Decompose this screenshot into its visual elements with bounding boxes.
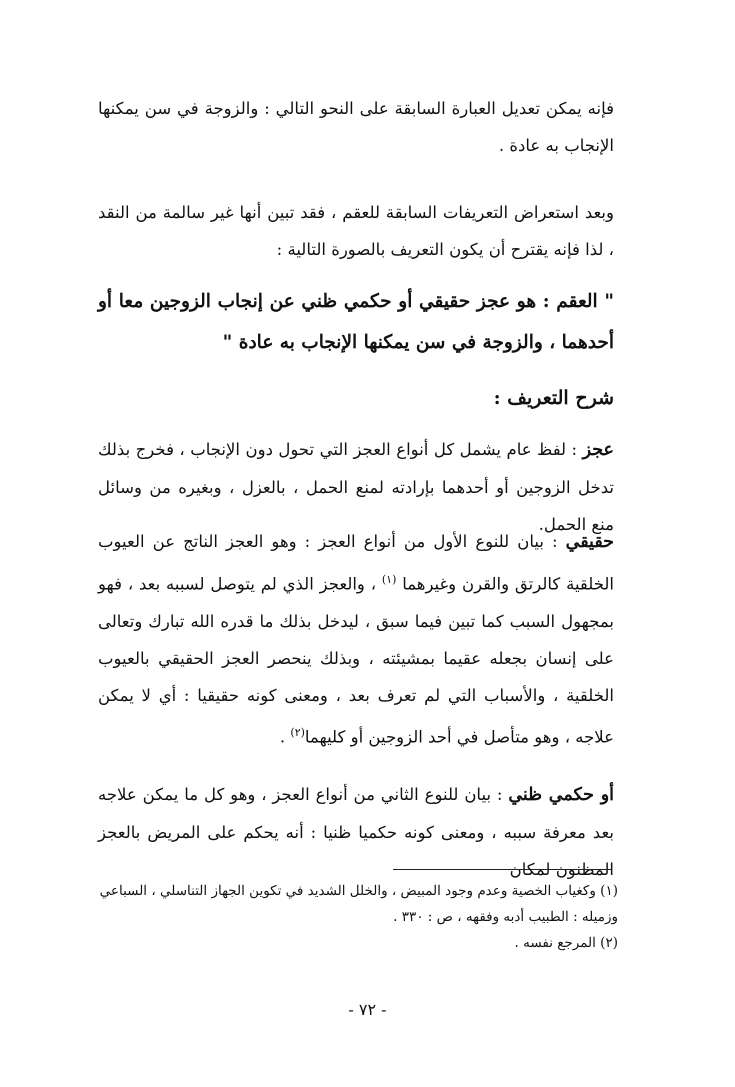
footnote-ref-2: (٢) (290, 725, 305, 739)
footnotes (98, 878, 618, 956)
footnote-1: (١) وكغياب الخصية وعدم وجود المبيض ، والخلل الشديد في تكوين الجهاز التناسلي ، السباعي وزميله : الطبيب أدبه وفقهه ، ص : ٣٣٠ . (99, 883, 618, 925)
paragraph-haqiqi-text: : بيان للنوع الأول من أنواع العجز : وهو العجز الناتج عن العيوب الخلقية كالرتق والقرن وغيرهما (98, 532, 614, 594)
section-heading (98, 380, 614, 417)
term-hukmi: أو حكمي ظني (508, 785, 615, 805)
paragraph-intro-text: فإنه يمكن تعديل العبارة السابقة على النحو التالي : والزوجة في سن يمكنها الإنجاب به عادة . (98, 99, 614, 155)
definition-quote (98, 281, 614, 363)
paragraph-review-text: وبعد استعراض التعريفات السابقة للعقم ، فقد تبين أنها غير سالمة من النقد ، لذا فإنه يقترح أن يكون التعريف بالصورة التالية : (98, 203, 614, 259)
footnote-2: (٢) المرجع نفسه . (514, 935, 618, 951)
term-ajz: عجز (582, 440, 614, 460)
footnote-ref-1: (١) (381, 573, 397, 586)
definition-text: " العقم : هو عجز حقيقي أو حكمي ظني عن إنجاب الزوجين معا أو أحدهما ، والزوجة في سن يمكنها الإنجاب به عادة " (98, 291, 614, 353)
section-heading-text: شرح التعريف : (493, 387, 614, 409)
paragraph-hukmi (98, 776, 614, 888)
paragraph-ajz-text: : لفظ عام يشمل كل أنواع العجز التي تحول دون الإنجاب ، فخرج بذلك تدخل الزوجين أو أحدهما بإرادته لمنع الحمل ، بالعزل ، وبغيره من وسائل منع الحمل. (98, 440, 614, 534)
paragraph-review (98, 194, 614, 268)
paragraph-intro (98, 90, 614, 164)
paragraph-haqiqi (98, 523, 614, 755)
paragraph-hukmi-text: : بيان للنوع الثاني من أنواع العجز ، وهو كل ما يمكن علاجه بعد معرفة سببه ، ومعنى كونه حكميا ظنيا : أنه يحكم على المريض بالعجز المظنون لمكان (98, 785, 614, 879)
term-haqiqi: حقيقي (565, 532, 614, 552)
footnote-divider (393, 869, 612, 870)
paragraph-haqiqi-text-2: ، والعجز الذي لم يتوصل لسببه بعد ، فهو بمجهول السبب كما تبين فيما سبق ، ليدخل بذلك ما قدره الله تبارك وتعالى على إنسان بجعله عقيما بمشيئته ، وبذلك ينحصر العجز الحقيقي بالعيوب الخلقية ، والأسباب التي لم تعرف بعد ، ومعنى كونه حقيقيا : أي لا يمكن علاجه ، وهو متأصل في أحد الزوجين أو كليهما (98, 574, 614, 746)
paragraph-haqiqi-end: . (279, 727, 291, 746)
page-number: - ٧٢ - (348, 1000, 387, 1019)
